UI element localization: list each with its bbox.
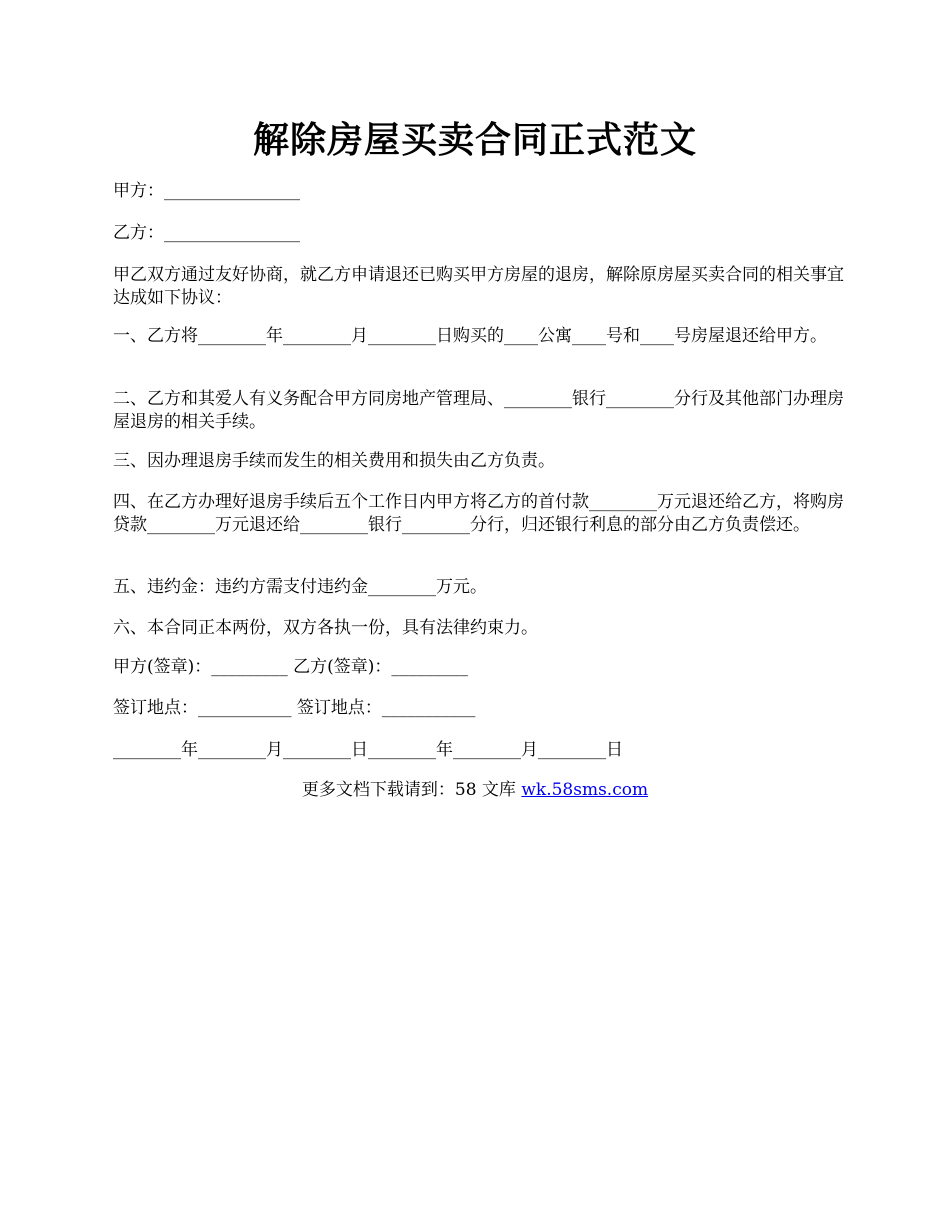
date-line: ________年________月________日________年________月________日 xyxy=(113,740,623,760)
document-title: 解除房屋买卖合同正式范文 xyxy=(252,119,697,161)
clause-4: 四、在乙方办理好退房手续后五个工作日内甲方将乙方的首付款________万元退还给乙方，将购房贷款________万元退还给________银行________分行，归还银行利息的部分由乙方负责偿还。 xyxy=(113,492,844,535)
signature-line: 甲方(签章)：_________ 乙方(签章)：_________ xyxy=(113,657,468,677)
footer-text: 更多文档下载请到：58 文库 xyxy=(301,780,522,800)
signing-place-line: 签订地点：___________ 签订地点：___________ xyxy=(113,698,476,718)
clause-3: 三、因办理退房手续而发生的相关费用和损失由乙方负责。 xyxy=(113,451,555,471)
clause-1: 一、乙方将________年________月________日购买的____公寓____号和____号房屋退还给甲方。 xyxy=(113,326,827,346)
clause-6: 六、本合同正本两份，双方各执一份，具有法律约束力。 xyxy=(113,618,538,638)
footer xyxy=(0,779,950,802)
footer-link[interactable]: wk.58sms.com xyxy=(521,780,649,800)
party-a-line: 甲方：________________ xyxy=(113,181,300,201)
intro-paragraph: 甲乙双方通过友好协商，就乙方申请退还已购买甲方房屋的退房，解除原房屋买卖合同的相关事宜达成如下协议： xyxy=(113,265,844,308)
clause-2: 二、乙方和其爱人有义务配合甲方同房地产管理局、________银行________分行及其他部门办理房屋退房的相关手续。 xyxy=(113,389,844,432)
party-b-line: 乙方：________________ xyxy=(113,223,300,243)
clause-5: 五、违约金：违约方需支付违约金________万元。 xyxy=(113,577,487,597)
